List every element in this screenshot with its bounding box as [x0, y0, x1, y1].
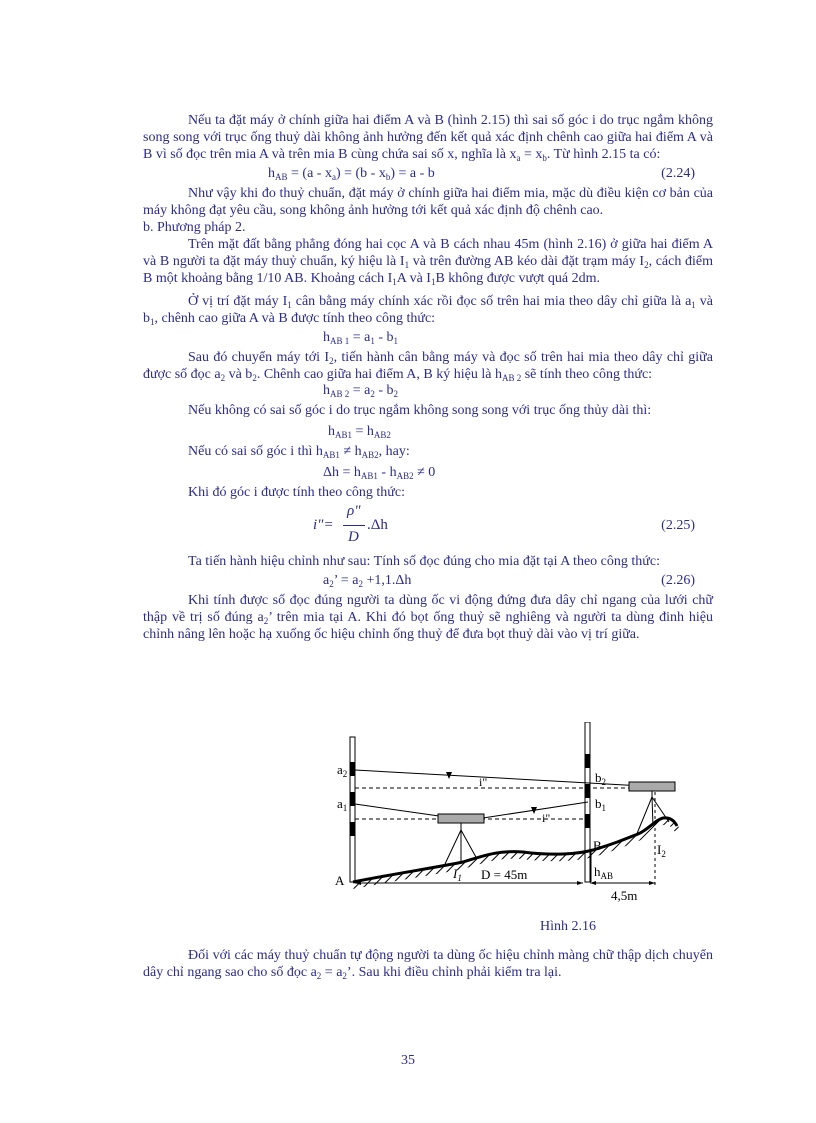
paragraph-4: Ở vị trí đặt máy $I_1$ cân bằng máy chính xác rồi đọc số trên hai mia theo dây chỉ giữa là $a_1$ và $b_1$, chênh cao giữa A và B được tính theo công thức: — [143, 294, 713, 327]
equation-delta-h: $\Delta h = h_{AB1} - h_{AB2} \ne 0$ — [323, 465, 436, 481]
label-distance-4-5: 4,5m — [611, 888, 638, 903]
paragraph-2: Như vậy khi đo thuỷ chuẩn, đặt máy ở chính giữa hai điểm mia, mặc dù điều kiện cơ bản của máy không đạt yêu cầu, song không ảnh hưởng tới kết quả xác định độ chênh cao. — [143, 186, 713, 218]
paragraph-11: Đối với các máy thuỷ chuẩn tự động người ta dùng ốc hiệu chỉnh màng chữ thập dịch chuyển dây chỉ ngang sao cho số đọc $a_2 = a_2$’. Sau khi điều chỉnh phải kiểm tra lại. — [143, 948, 713, 981]
equation-number: (2.26) — [661, 573, 695, 588]
paragraph-9: Ta tiến hành hiệu chỉnh như sau: Tính số đọc đúng cho mia đặt tại A theo công thức: — [188, 554, 660, 569]
figure-caption: Hình 2.16 — [540, 919, 596, 934]
equation-number: (2.25) — [661, 518, 695, 533]
equation-hab-equal: $h_{AB1} = h_{AB2}$ — [328, 424, 391, 440]
page-body — [143, 112, 713, 643]
equation-2-24: $h_{AB} = (a - x_a) = (b - x_b) = a - b$ (2.24) — [268, 166, 695, 182]
leveling-diagram — [333, 722, 685, 907]
page-number: 35 — [401, 1053, 415, 1068]
label-station-i2: $I_2$ — [657, 842, 666, 859]
equation-number: (2.24) — [661, 166, 695, 181]
label-distance-d: D = 45m — [481, 867, 528, 882]
equation-hab1: $h_{AB 1} = a_1 - b_1$ — [323, 330, 399, 346]
paragraph-3: Trên mặt đất bằng phẳng đóng hai cọc A và B cách nhau 45m (hình 2.16) ở giữa hai điểm A và B người ta đặt máy thuỷ chuẩn, ký hiệu là $I_1$ và trên đường AB kéo dài đặt trạm máy $I_2$, cách điểm B một khoảng bằng 1/10 AB. Khoảng cách $I_1A$ và $I_1B$ không được vượt quá 2dm. — [143, 237, 713, 287]
instrument-i1 — [438, 814, 484, 823]
label-a1: $a_1$ — [337, 796, 348, 813]
figure-2-16 — [333, 722, 685, 907]
page-body-after-figure — [143, 947, 713, 981]
equation-hab2: $h_{AB 2} = a_2 - b_2$ — [323, 383, 399, 399]
label-b1: $b_1$ — [595, 796, 606, 813]
instrument-i2 — [629, 782, 675, 791]
section-heading-b: b. Phương pháp 2. — [143, 220, 246, 235]
label-h-ab: $h_{AB}$ — [594, 864, 614, 881]
paragraph-1: Nếu ta đặt máy ở chính giữa hai điểm A và B (hình 2.15) thì sai số góc i do trục ngắm không song song với trục ống thuỷ dài không ảnh hưởng đến kết quả xác định chênh cao giữa hai điểm A và B vì số đọc trên mia A và trên mia B cùng chứa sai số x, nghĩa là $x_a = x_b$. Từ hình 2.15 ta có: — [143, 113, 713, 163]
staff-a — [350, 737, 355, 882]
paragraph-6: Nếu không có sai số góc i do trục ngắm không song song với trục ống thủy dài thì: — [188, 403, 652, 418]
paragraph-10: Khi tính được số đọc đúng người ta dùng ốc vi động đứng đưa dây chỉ ngang của lưới chữ thập về trị số đúng $a_2$’ trên mia tại A. Khi đó bọt ống thuỷ sẽ nghiêng và người ta dùng đinh hiệu chỉnh nâng lên hoặc hạ xuống ốc hiệu chỉnh ống thuỷ để đưa bọt thuỷ dài vào vị trí giữa. — [143, 593, 714, 642]
label-i-angle-1: i" — [479, 775, 488, 789]
equation-2-25: i"= ρ" D .Δh (2.25) — [313, 503, 695, 545]
label-i-angle-2: i" — [542, 811, 551, 825]
label-b2: $b_2$ — [595, 770, 606, 787]
paragraph-8: Khi đó góc i được tính theo công thức: — [188, 485, 405, 500]
label-point-b: B — [593, 838, 602, 853]
label-point-a: A — [335, 873, 345, 888]
equation-2-26: $a_2$’ = $a_2 +1,1.\Delta h$ (2.26) — [323, 573, 695, 589]
label-a2: $a_2$ — [337, 762, 348, 779]
paragraph-5: Sau đó chuyển máy tới $I_2$, tiến hành cân bằng máy và đọc số trên hai mia theo dây chỉ giữa được số đọc $a_2$ và $b_2$. Chênh cao giữa hai điểm A, B ký hiệu là $h_{AB 2}$ sẽ tính theo công thức: — [143, 350, 713, 383]
paragraph-7: Nếu có sai số góc i thì $h_{AB1} \ne h_{AB2}$, hay: — [188, 444, 410, 460]
label-station-i1: $I_1$ — [453, 866, 462, 883]
